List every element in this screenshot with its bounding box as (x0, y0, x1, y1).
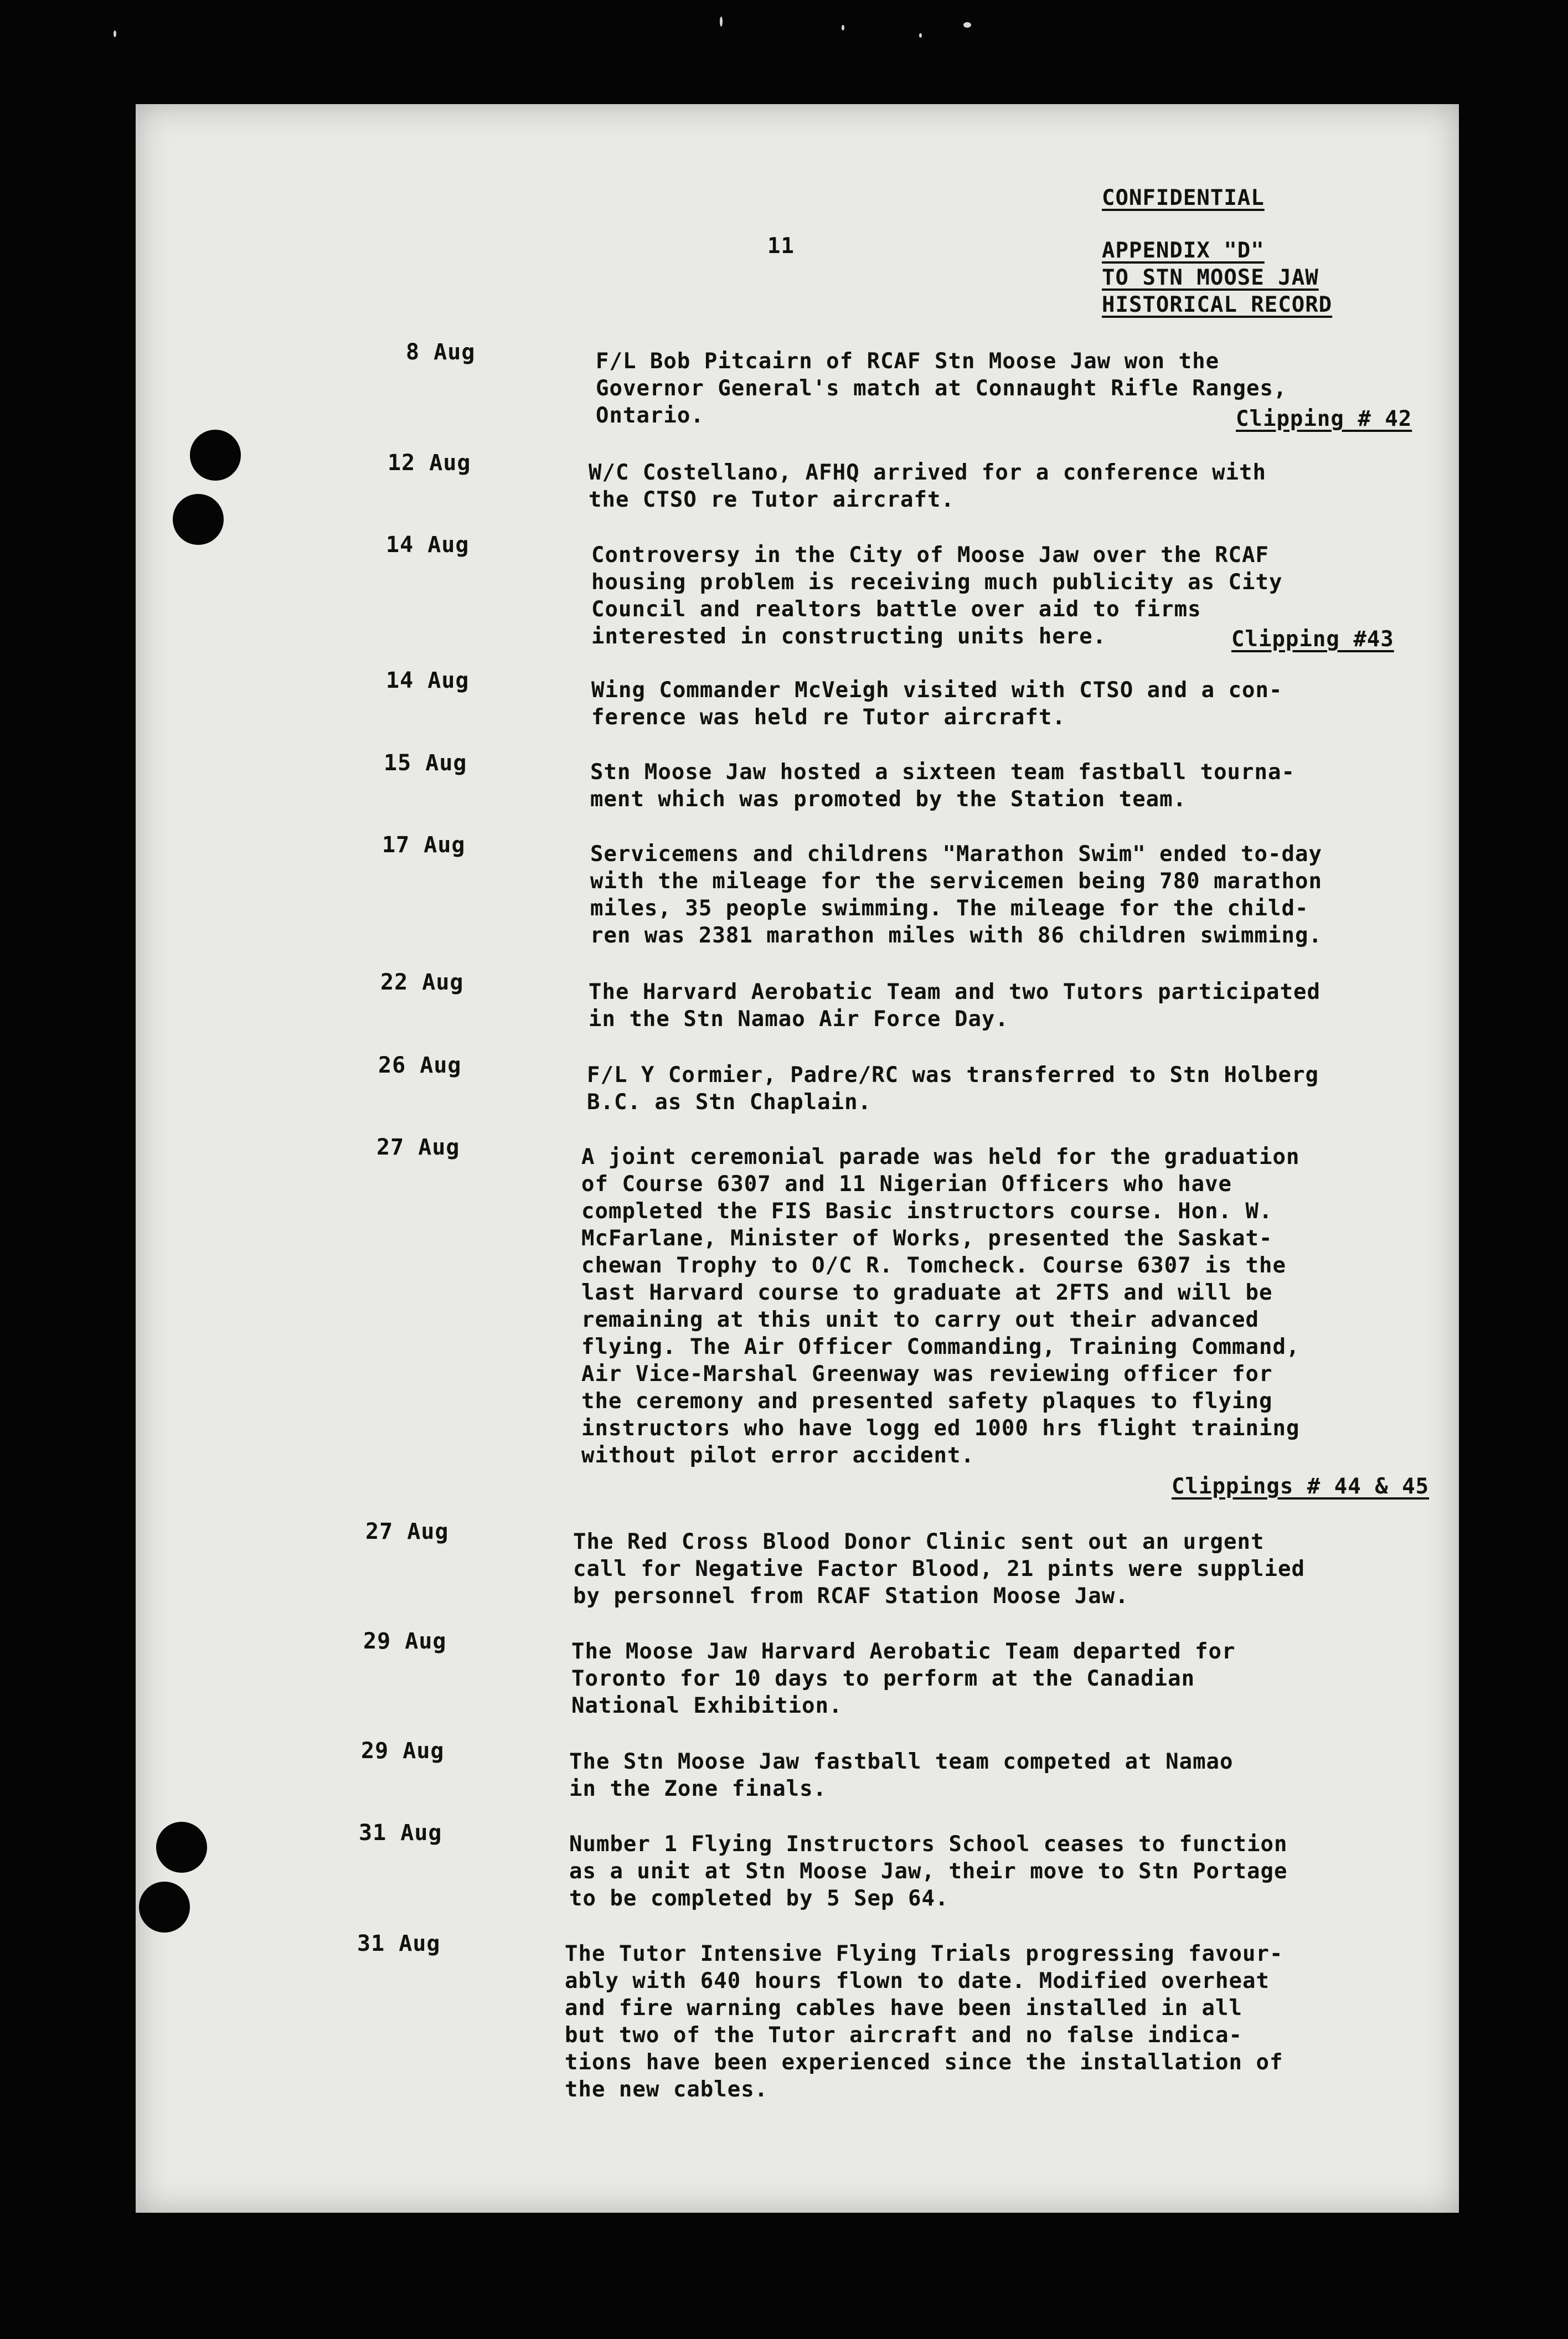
film-speck (919, 33, 922, 38)
entry-date: 27 Aug (376, 1135, 460, 1160)
entry-date: 26 Aug (378, 1053, 462, 1078)
entry-line: in the Zone finals. (569, 1776, 827, 1801)
entry-line: B.C. as Stn Chaplain. (587, 1090, 872, 1115)
entry-line: National Exhibition. (571, 1693, 843, 1718)
entry-line: Number 1 Flying Instructors School ceases to function (569, 1832, 1288, 1857)
film-speck (720, 17, 723, 27)
entry-line: ably with 640 hours flown to date. Modified overheat (565, 1969, 1270, 1993)
entry-line: The Stn Moose Jaw fastball team competed at Namao (569, 1749, 1234, 1774)
entry-line: F/L Y Cormier, Padre/RC was transferred to Stn Holberg (587, 1063, 1319, 1088)
entry-date: 17 Aug (382, 832, 466, 858)
entry-line: Toronto for 10 days to perform at the Canadian (571, 1666, 1195, 1691)
entry-line: the ceremony and presented safety plaques to flying (581, 1389, 1273, 1414)
entry-line: Stn Moose Jaw hosted a sixteen team fastball tourna- (590, 760, 1295, 785)
page-number: 11 (767, 234, 795, 259)
entry-line: in the Stn Namao Air Force Day. (589, 1007, 1009, 1032)
entry-date: 14 Aug (386, 532, 470, 558)
entry-line: miles, 35 people swimming. The mileage for the child- (590, 896, 1309, 921)
entry-line: Air Vice-Marshal Greenway was reviewing officer for (581, 1362, 1273, 1387)
clipping-reference: Clipping #43 (1231, 627, 1394, 652)
entry-line: the new cables. (565, 2077, 768, 2102)
punch-hole (139, 1882, 190, 1933)
entry-line: with the mileage for the servicemen being 780 marathon (590, 869, 1322, 894)
entry-line: of Course 6307 and 11 Nigerian Officers who have (581, 1172, 1232, 1197)
entry-text (589, 459, 1266, 513)
entry-line: but two of the Tutor aircraft and no false indica- (565, 2023, 1242, 2048)
entry-text (591, 542, 1282, 650)
entry-line: without pilot error accident. (581, 1443, 974, 1468)
punch-hole (173, 494, 224, 545)
entry-date: 31 Aug (357, 1931, 441, 1956)
entry-text (569, 1748, 1234, 1802)
entry-date: 8 Aug (406, 339, 476, 365)
entry-line: remaining at this unit to carry out their advanced (581, 1307, 1259, 1332)
entry-line: Council and realtors battle over aid to firms (591, 597, 1201, 622)
entry-line: Controversy in the City of Moose Jaw over the RCAF (591, 543, 1269, 568)
film-speck (963, 22, 971, 28)
entry-line: ference was held re Tutor aircraft. (591, 705, 1066, 730)
entry-line: chewan Trophy to O/C R. Tomcheck. Course 6307 is the (581, 1253, 1286, 1278)
entry-line: interested in constructing units here. (591, 624, 1107, 649)
entry-line: The Harvard Aerobatic Team and two Tutors participated (589, 980, 1321, 1004)
appendix-line: APPENDIX "D" (1102, 238, 1265, 263)
appendix-line: TO STN MOOSE JAW (1102, 265, 1319, 290)
entry-text (587, 1062, 1319, 1116)
entry-date: 31 Aug (359, 1820, 442, 1846)
entry-line: to be completed by 5 Sep 64. (569, 1886, 949, 1911)
entry-date: 14 Aug (386, 668, 470, 693)
entry-date: 22 Aug (380, 970, 464, 995)
entry-line: Servicemens and childrens "Marathon Swim" ended to-day (590, 842, 1322, 867)
entry-line: F/L Bob Pitcairn of RCAF Stn Moose Jaw won the (596, 349, 1220, 374)
entry-date: 15 Aug (384, 750, 467, 776)
entry-date: 27 Aug (365, 1519, 449, 1544)
entry-date: 29 Aug (363, 1629, 447, 1654)
entry-line: the CTSO re Tutor aircraft. (589, 487, 955, 512)
entry-line: Governor General's match at Connaught Rifle Ranges, (596, 376, 1287, 401)
entry-text (581, 1143, 1299, 1469)
entry-line: flying. The Air Officer Commanding, Training Command, (581, 1335, 1300, 1359)
entry-text (591, 677, 1282, 731)
entry-line: ren was 2381 marathon miles with 86 children swimming. (590, 923, 1322, 948)
entry-line: instructors who have logg ed 1000 hrs flight training (581, 1416, 1300, 1441)
entry-line: ment which was promoted by the Station team. (590, 787, 1187, 812)
entry-text (571, 1638, 1236, 1719)
entry-text (565, 1940, 1283, 2103)
entry-text (596, 348, 1287, 429)
entry-line: housing problem is receiving much publicity as City (591, 570, 1283, 595)
entry-line: The Moose Jaw Harvard Aerobatic Team departed for (571, 1639, 1236, 1664)
entry-line: by personnel from RCAF Station Moose Jaw. (573, 1584, 1129, 1609)
clipping-reference: Clippings # 44 & 45 (1172, 1474, 1430, 1499)
entry-date: 29 Aug (361, 1738, 445, 1764)
entry-line: Wing Commander McVeigh visited with CTSO and a con- (591, 678, 1283, 703)
entry-text (589, 978, 1321, 1033)
appendix-line: HISTORICAL RECORD (1102, 292, 1333, 317)
entry-line: call for Negative Factor Blood, 21 pints were supplied (573, 1557, 1305, 1581)
entry-line: and fire warning cables have been installed in all (565, 1996, 1242, 2021)
entry-line: W/C Costellano, AFHQ arrived for a conference with (589, 460, 1266, 485)
film-speck (114, 30, 116, 37)
punch-hole (190, 430, 241, 481)
entry-line: The Tutor Intensive Flying Trials progressing favour- (565, 1941, 1283, 1966)
entry-line: tions have been experienced since the installation of (565, 2050, 1283, 2075)
entry-line: Ontario. (596, 403, 704, 428)
entry-line: McFarlane, Minister of Works, presented the Saskat- (581, 1226, 1273, 1251)
classification-label: CONFIDENTIAL (1102, 186, 1265, 210)
clipping-reference: Clipping # 42 (1236, 406, 1412, 431)
entry-date: 12 Aug (388, 450, 471, 476)
entry-line: last Harvard course to graduate at 2FTS and will be (581, 1280, 1273, 1305)
entry-text (590, 759, 1295, 813)
entry-text (590, 841, 1322, 949)
film-speck (842, 25, 844, 30)
entry-line: The Red Cross Blood Donor Clinic sent out an urgent (573, 1529, 1265, 1554)
entry-text (569, 1831, 1287, 1912)
entry-text (573, 1528, 1305, 1610)
entry-line: A joint ceremonial parade was held for the graduation (581, 1145, 1300, 1170)
punch-hole (156, 1822, 207, 1873)
entry-line: as a unit at Stn Moose Jaw, their move to Stn Portage (569, 1859, 1288, 1884)
entry-line: completed the FIS Basic instructors course. Hon. W. (581, 1199, 1273, 1224)
